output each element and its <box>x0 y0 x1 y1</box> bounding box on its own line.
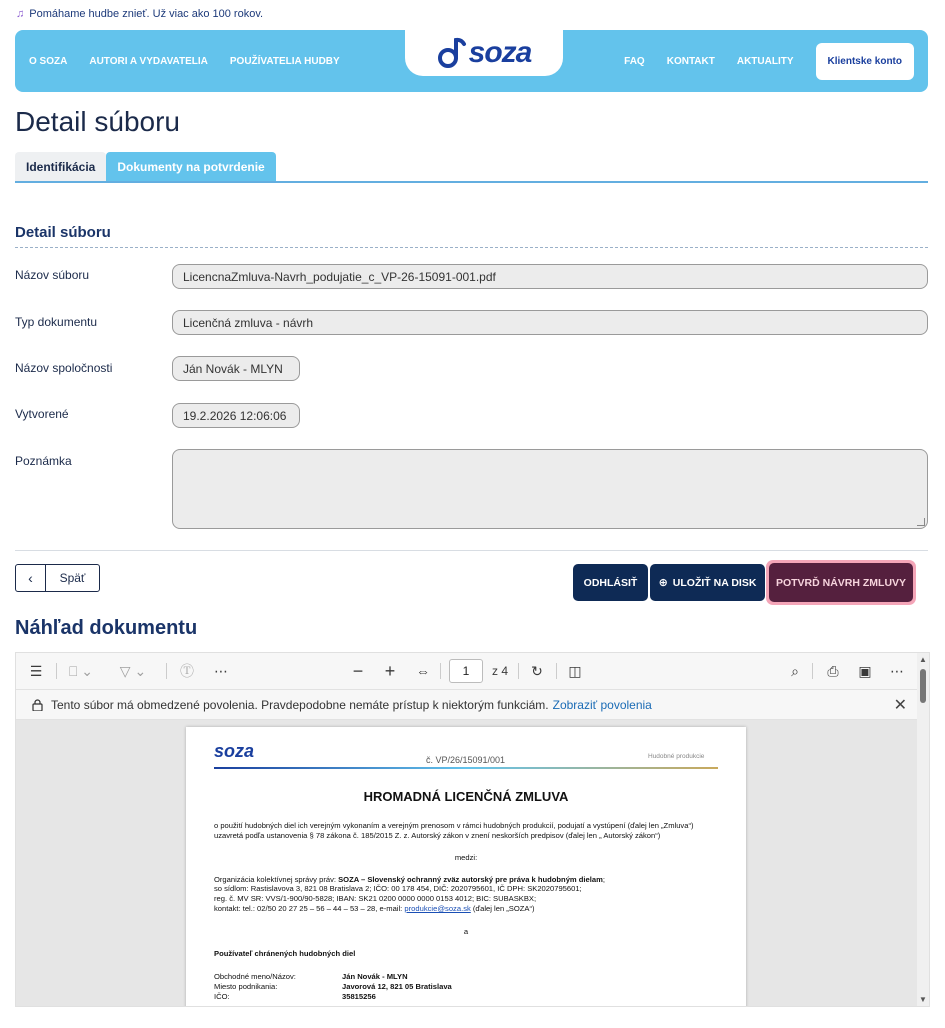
show-permissions-link[interactable]: Zobraziť povolenia <box>552 697 652 712</box>
toolbar-separator <box>812 663 813 679</box>
toolbar-separator <box>518 663 519 679</box>
page-title: Detail súboru <box>15 106 180 137</box>
toolbar-separator <box>56 663 57 679</box>
nav-item-autori[interactable]: AUTORI A VYDAVATELIA <box>89 55 208 67</box>
pdf-email-link[interactable]: produkcie@soza.sk <box>404 904 471 913</box>
save-icon[interactable]: ▣ <box>858 662 872 679</box>
nav-item-o-soza[interactable]: O SOZA <box>29 55 68 67</box>
pdf-between: medzi: <box>454 853 478 862</box>
scroll-up-icon[interactable]: ▲ <box>919 655 927 664</box>
zoom-in-icon[interactable]: + <box>384 660 396 681</box>
form-divider <box>15 550 928 551</box>
back-button-label: Späť <box>59 571 86 585</box>
fit-page-icon[interactable]: ⇔ <box>416 663 430 679</box>
page-number-input[interactable]: 1 <box>449 659 483 683</box>
pdf-org-line-4: kontakt: tel.: 02/50 20 27 25 – 56 – 44 – 53 – 28, e-mail: produkcie@soza.sk (ďalej len „SOZA“) <box>214 904 535 913</box>
nav-item-kontakt[interactable]: KONTAKT <box>666 55 715 67</box>
pdf-kv-value: 35815256 <box>342 992 376 1001</box>
toolbar-separator <box>166 663 167 679</box>
tagline-text: Pomáhame hudbe znieť. Už viac ako 100 rokov. <box>29 8 264 20</box>
permissions-notice <box>16 689 919 720</box>
zoom-out-icon[interactable]: − <box>352 660 364 681</box>
preview-title: Náhľad dokumentu <box>15 617 198 639</box>
company-label: Názov spoločnosti <box>15 361 113 375</box>
rotate-icon[interactable]: ↻ <box>531 662 543 679</box>
pdf-intro-line-1: o použití hudobných diel ich verejným vykonaním a verejným prenosom v rámci hudobných produkcií, podujatí a vystúpení (ďalej len „Zmluva“) <box>214 821 694 830</box>
pdf-kv-value: Ján Novák - MLYN <box>342 972 408 981</box>
scroll-down-icon[interactable]: ▼ <box>919 995 927 1004</box>
section-title: Detail súboru <box>15 224 111 241</box>
confirm-contract-button[interactable] <box>766 560 916 605</box>
music-note-icon: ♫ <box>16 8 25 20</box>
highlight-icon[interactable]: ⎕ ⌄ <box>68 662 94 679</box>
more-icon[interactable]: ⋯ <box>890 662 904 679</box>
logo-text: soza <box>468 36 532 69</box>
company-field[interactable]: Ján Novák - MLYN <box>172 356 300 381</box>
client-account-button[interactable]: Klientske konto <box>816 43 914 80</box>
pdf-viewer <box>15 652 930 1007</box>
nav-item-pouzivatelia[interactable]: POUŽÍVATELIA HUDBY <box>229 55 340 67</box>
page-total: z 4 <box>491 664 508 678</box>
file-name-label: Názov súboru <box>15 268 90 282</box>
pdf-kv-key: Miesto podnikania: <box>214 982 278 991</box>
tagline <box>16 8 263 20</box>
toolbar-separator <box>556 663 557 679</box>
page-view-icon[interactable]: ◫ <box>568 662 582 679</box>
notice-text: Tento súbor má obmedzené povolenia. Pravdepodobne nemáte prístup k niektorým funkciám. <box>51 697 549 712</box>
save-button-label: ULOŽIŤ NA DISK <box>672 576 757 589</box>
pdf-kv-key: Obchodné meno/Názov: <box>214 972 296 981</box>
resize-handle[interactable] <box>917 518 925 526</box>
pdf-and: a <box>463 927 469 936</box>
note-textarea[interactable] <box>172 449 928 529</box>
close-icon[interactable]: ✕ <box>893 696 907 714</box>
soza-logo-icon <box>437 36 469 70</box>
tab-dokumenty-na-potvrdenie[interactable]: Dokumenty na potvrdenie <box>106 152 275 181</box>
plus-circle-icon: ⊕ <box>658 577 668 589</box>
pdf-kv-key: IČO: <box>214 992 230 1001</box>
lock-icon <box>32 699 43 711</box>
pdf-org-line-3: reg. č. MV SR: VVS/1-900/90-5828; IBAN: SK21 0200 0000 0000 0153 4012; BIC: SUBASKBX; <box>214 894 537 903</box>
pdf-page <box>186 727 746 1007</box>
contents-icon[interactable]: ☰ <box>29 662 43 679</box>
pdf-intro-line-2: uzavretá podľa ustanovenia § 78 zákona č. 185/2015 Z. z. Autorský zákon v znení neskorších predpisov (ďalej len „ Autorský zákon“) <box>214 831 661 840</box>
section-divider <box>15 247 928 248</box>
search-icon[interactable]: ⌕ <box>791 662 799 679</box>
text-icon[interactable]: Ⓣ <box>180 663 194 679</box>
pdf-header-line <box>214 767 718 769</box>
pdf-contract-number: č. VP/26/15091/001 <box>426 755 506 765</box>
pdf-category: Hudobné produkcie <box>648 753 705 760</box>
back-button[interactable] <box>15 564 100 592</box>
pdf-org-line-2: so sídlom: Rastislavova 3, 821 08 Bratislava 2; IČO: 00 178 454, DIČ: 2020795601, IČ DPH: SK2020795601; <box>214 884 582 893</box>
main-navigation <box>15 30 928 92</box>
pdf-heading: HROMADNÁ LICENČNÁ ZMLUVA <box>363 789 569 804</box>
tab-identifikacia[interactable]: Identifikácia <box>15 152 106 181</box>
confirm-button-label: POTVRĎ NÁVRH ZMLUVY <box>769 563 913 602</box>
save-to-disk-button[interactable] <box>650 564 765 601</box>
print-icon[interactable]: ⎙ <box>827 662 839 679</box>
created-label: Vytvorené <box>15 407 69 421</box>
logout-button[interactable] <box>573 564 648 601</box>
chevron-left-icon: ‹ <box>16 565 46 591</box>
logo-link[interactable] <box>405 30 563 76</box>
more-tools-icon[interactable]: ⋯ <box>214 662 228 679</box>
nav-item-faq[interactable]: FAQ <box>624 55 645 67</box>
doc-type-label: Typ dokumentu <box>15 315 98 329</box>
pdf-org-line-1: Organizácia kolektívnej správy práv: SOZA – Slovenský ochranný zväz autorský pre práva k hudobným dielam; <box>214 875 605 884</box>
tab-bar <box>15 152 928 183</box>
pdf-user-heading: Používateľ chránených hudobných diel <box>214 949 356 958</box>
pdf-toolbar <box>16 653 929 689</box>
file-name-field[interactable]: LicencnaZmluva-Navrh_podujatie_c_VP-26-15091-001.pdf <box>172 264 928 289</box>
draw-icon[interactable]: ▽ ⌄ <box>119 662 147 679</box>
toolbar-separator <box>440 663 441 679</box>
viewer-scrollbar[interactable] <box>917 653 929 1006</box>
pdf-logo: soza <box>214 741 255 761</box>
pdf-kv-value: Javorová 12, 821 05 Bratislava <box>342 982 452 991</box>
doc-type-field[interactable]: Licenčná zmluva - návrh <box>172 310 928 335</box>
nav-item-aktuality[interactable]: AKTUALITY <box>736 55 794 67</box>
scroll-thumb[interactable] <box>920 669 926 703</box>
note-label: Poznámka <box>15 454 72 468</box>
created-field[interactable]: 19.2.2026 12:06:06 <box>172 403 300 428</box>
logout-button-label: ODHLÁSIŤ <box>583 576 638 589</box>
